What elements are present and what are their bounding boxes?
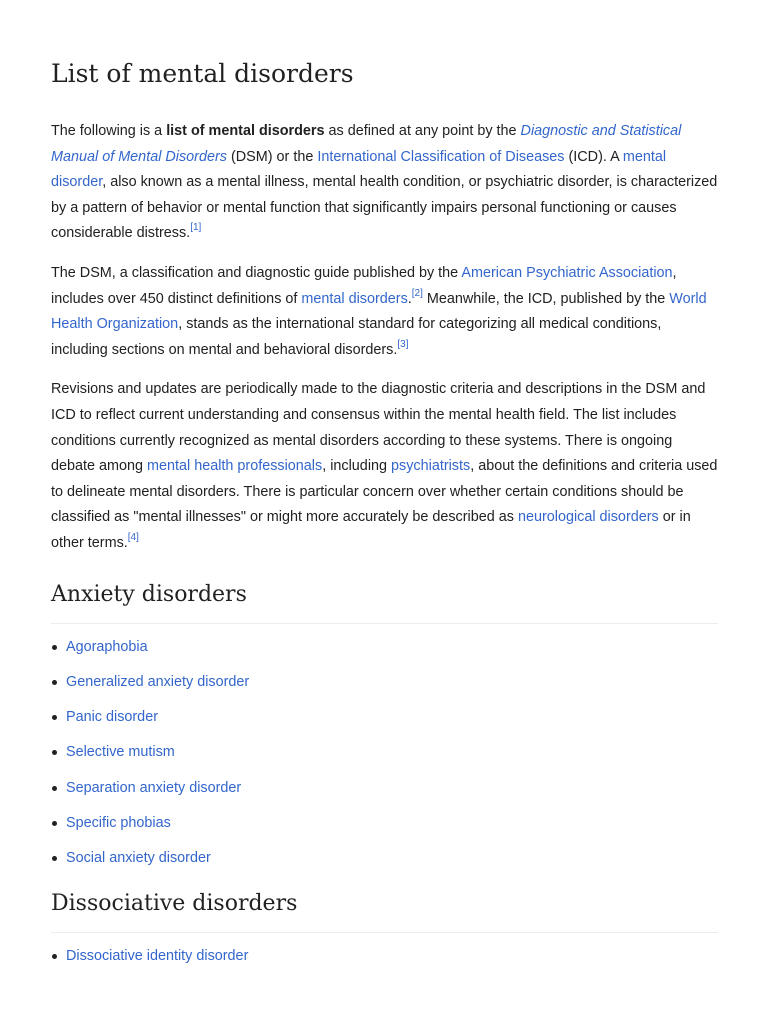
link-specific-phobias[interactable]: Specific phobias xyxy=(66,814,171,831)
text: or in other terms. xyxy=(51,509,691,551)
list-item xyxy=(51,812,718,847)
bold-term: list of mental disorders xyxy=(166,123,325,139)
bullet-icon xyxy=(52,750,57,755)
link-panic-disorder[interactable]: Panic disorder xyxy=(66,709,158,726)
text: , stands as the international standard for categorizing all medical conditions, including sections on mental and behavioral disorders. xyxy=(51,316,662,358)
section-heading-dissociative: Dissociative disorders xyxy=(51,889,718,933)
list-item xyxy=(51,777,718,812)
bullet-icon xyxy=(52,821,57,826)
text: The following is a xyxy=(51,123,167,139)
bullet-icon xyxy=(52,856,57,861)
link-psychiatrists[interactable]: psychiatrists xyxy=(391,458,471,475)
link-agoraphobia[interactable]: Agoraphobia xyxy=(66,638,148,655)
link-social-anxiety-disorder[interactable]: Social anxiety disorder xyxy=(66,850,211,867)
reference-4[interactable]: [4] xyxy=(127,531,139,543)
list-item xyxy=(51,671,718,706)
link-icd[interactable]: International Classification of Diseases xyxy=(317,148,565,165)
list-item xyxy=(51,945,718,980)
intro-paragraph-1 xyxy=(51,119,718,247)
link-mental-disorders[interactable]: mental disorders xyxy=(301,290,408,307)
list-item xyxy=(51,636,718,671)
list-item xyxy=(51,741,718,776)
section-heading-anxiety: Anxiety disorders xyxy=(51,580,718,624)
link-who[interactable]: World Health Organization xyxy=(51,290,707,333)
reference-1[interactable]: [1] xyxy=(190,222,202,234)
anxiety-list xyxy=(51,636,718,883)
reference-2[interactable]: [2] xyxy=(411,287,423,299)
link-apa[interactable]: American Psychiatric Association xyxy=(461,264,673,281)
link-separation-anxiety-disorder[interactable]: Separation anxiety disorder xyxy=(66,779,242,796)
bullet-icon xyxy=(52,680,57,685)
text: , about the definitions and criteria used to delineate mental disorders. There is particular concern over whether certain conditions should be classified as "mental illnesses" or might more accurately be described as xyxy=(51,458,718,526)
link-generalized-anxiety-disorder[interactable]: Generalized anxiety disorder xyxy=(66,673,250,690)
bullet-icon xyxy=(52,715,57,720)
link-mental-health-professionals[interactable]: mental health professionals xyxy=(147,458,323,475)
bullet-icon xyxy=(52,786,57,791)
text: (ICD). A xyxy=(564,148,623,165)
reference-3[interactable]: [3] xyxy=(397,338,409,350)
link-dissociative-identity-disorder[interactable]: Dissociative identity disorder xyxy=(66,947,249,964)
bullet-icon xyxy=(52,954,57,959)
text: The DSM, a classification and diagnostic guide published by the xyxy=(51,264,462,281)
text: Revisions and updates are periodically made to the diagnostic criteria and descriptions in the DSM and ICD to reflect current understanding and consensus within the mental health field. The list includes conditions currently recognized as mental disorders according to these systems. There is ongoing debate among xyxy=(51,381,706,475)
text: Meanwhile, the ICD, published by the xyxy=(422,290,670,307)
text: , also known as a mental illness, mental health condition, or psychiatric disorder, is characterized by a pattern of behavior or mental function that significantly impairs personal functioning or causes considerable distress. xyxy=(51,174,718,242)
text: (DSM) or the xyxy=(226,148,318,165)
dissociative-list xyxy=(51,945,718,980)
text: . xyxy=(407,290,412,307)
intro-paragraph-3 xyxy=(51,377,718,556)
bullet-icon xyxy=(52,645,57,650)
text: , including xyxy=(322,458,392,475)
page-title: List of mental disorders xyxy=(51,59,354,88)
link-neurological-disorders[interactable]: neurological disorders xyxy=(517,509,659,526)
intro-paragraph-2 xyxy=(51,261,718,363)
list-item xyxy=(51,847,718,882)
text: , includes over 450 distinct definitions of xyxy=(51,264,677,307)
list-item xyxy=(51,706,718,741)
link-mental-disorder[interactable]: mental disorder xyxy=(51,148,667,191)
text: as defined at any point by the xyxy=(324,123,521,139)
link-dsm[interactable]: Diagnostic and Statistical Manual of Mental Disorders xyxy=(51,123,682,165)
link-selective-mutism[interactable]: Selective mutism xyxy=(66,744,175,761)
